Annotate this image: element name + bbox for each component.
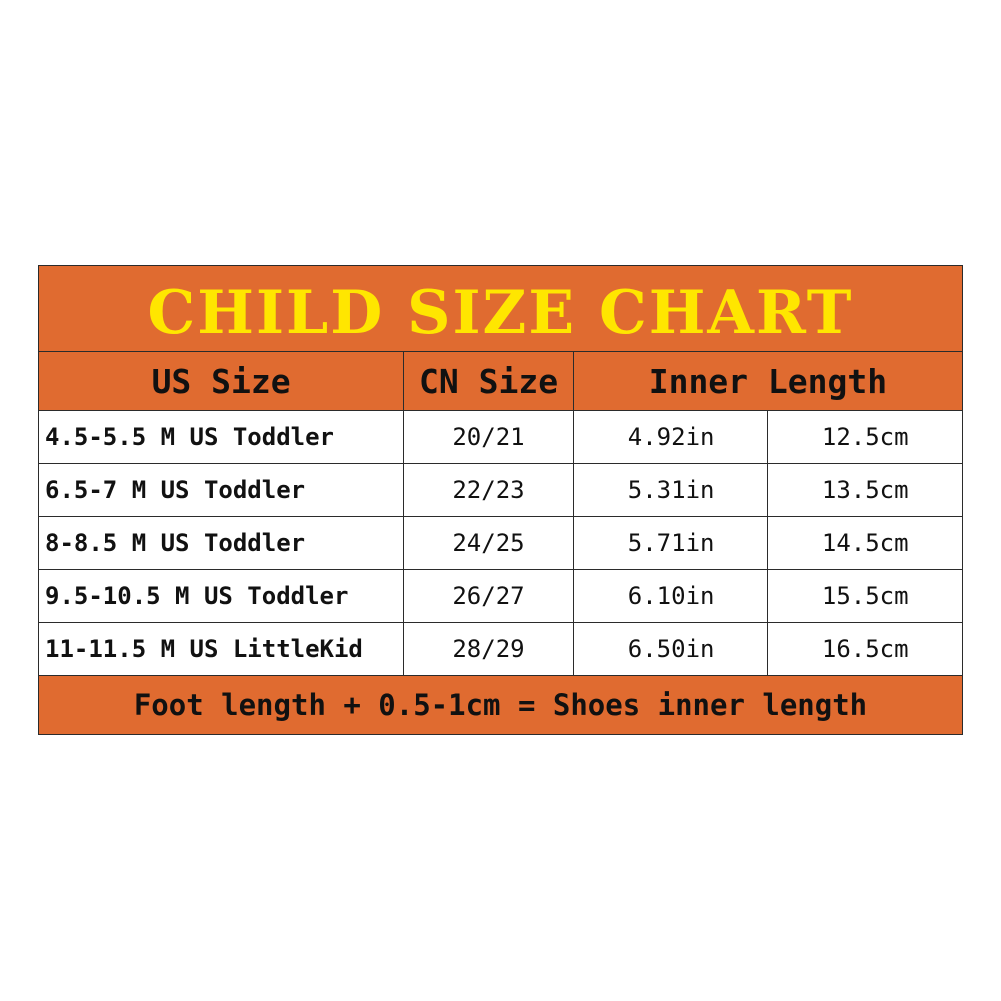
header-inner-length: Inner Length: [573, 352, 962, 410]
inner-length-cm-cell: 15.5cm: [767, 570, 962, 622]
cn-size-cell: 22/23: [403, 464, 573, 516]
cn-size-cell: 20/21: [403, 411, 573, 463]
inner-length-in-cell: 6.10in: [573, 570, 768, 622]
us-size-cell: 8-8.5 M US Toddler: [45, 529, 306, 557]
table-row: [39, 570, 962, 623]
header-cn-size: CN Size: [403, 352, 573, 410]
us-size-cell: 4.5-5.5 M US Toddler: [45, 423, 334, 451]
size-rows: [39, 411, 962, 676]
inner-length-in-cell: 6.50in: [573, 623, 768, 675]
cn-size-cell: 26/27: [403, 570, 573, 622]
table-row: [39, 464, 962, 517]
footer-band: [39, 676, 962, 734]
header-us-size: US Size: [151, 361, 291, 401]
us-size-cell: 6.5-7 M US Toddler: [45, 476, 306, 504]
footer-formula: Foot length + 0.5-1cm = Shoes inner length: [133, 688, 868, 722]
inner-length-cm-cell: 14.5cm: [767, 517, 962, 569]
inner-length-cm-cell: 13.5cm: [767, 464, 962, 516]
inner-length-cm-cell: 12.5cm: [767, 411, 962, 463]
size-chart-table: [38, 265, 963, 735]
table-row: [39, 517, 962, 570]
cn-size-cell: 28/29: [403, 623, 573, 675]
inner-length-in-cell: 4.92in: [573, 411, 768, 463]
inner-length-cm-cell: 16.5cm: [767, 623, 962, 675]
us-size-cell: 9.5-10.5 M US Toddler: [45, 582, 349, 610]
cn-size-cell: 24/25: [403, 517, 573, 569]
us-size-cell: 11-11.5 M US LittleKid: [45, 635, 363, 663]
inner-length-in-cell: 5.71in: [573, 517, 768, 569]
title-band: [39, 266, 962, 352]
chart-title: CHILD SIZE CHART: [147, 277, 854, 348]
header-row: [39, 352, 962, 411]
table-row: [39, 411, 962, 464]
table-row: [39, 623, 962, 676]
inner-length-in-cell: 5.31in: [573, 464, 768, 516]
